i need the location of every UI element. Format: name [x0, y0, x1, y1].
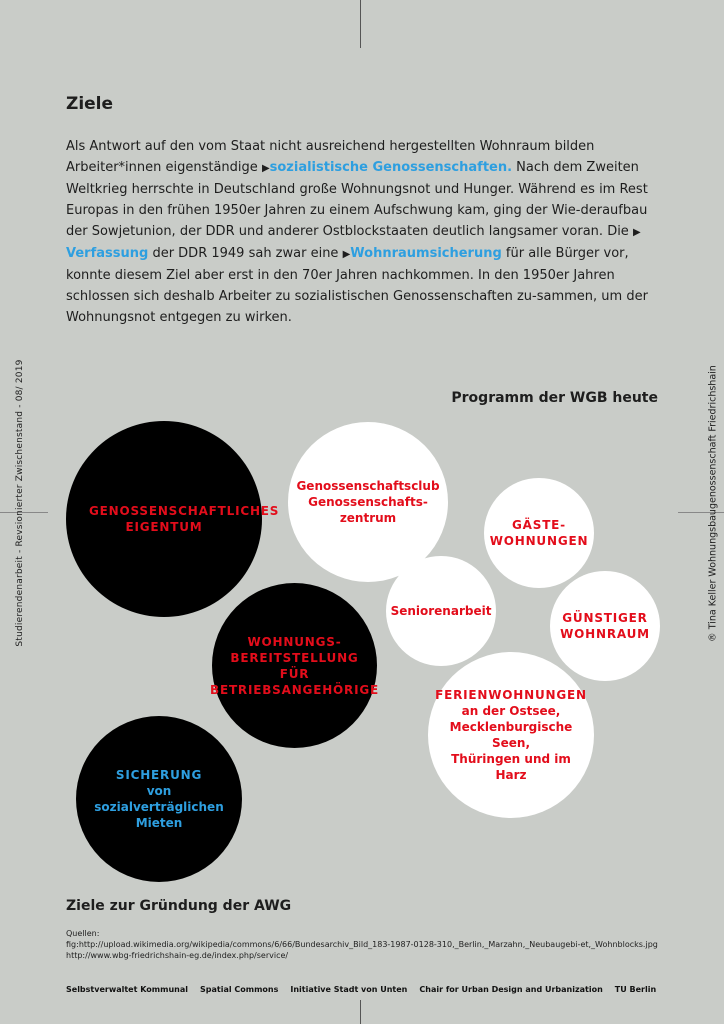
sources	[66, 928, 666, 961]
link-wohnraumsicherung[interactable]: Wohnraumsicherung	[350, 246, 502, 261]
footer-item: TU Berlin	[614, 985, 657, 994]
footer-item: Spatial Commons	[199, 985, 279, 994]
footer-item: Selbstverwaltet Kommunal	[66, 985, 188, 994]
arrow-icon: ▶	[261, 163, 270, 174]
circle-gaestewohnungen	[484, 478, 594, 588]
circle-seniorenarbeit	[386, 556, 496, 666]
side-caption-left: Studierendenarbeit - Revsionierter Zwischenstand - 08/ 2019	[15, 359, 25, 647]
circle-label: WOHNUNGEN	[489, 534, 589, 548]
footer-item: Chair for Urban Design and Urbanization	[419, 985, 603, 994]
intro-text-4: für alle Bürger vor, konnte diesem Ziel aber erst in den 70er Jahren nachkommen. In den 1950er Jahren schlossen sich deshalb Arbeiter zu sozialistischen Genossenschaften zu-sammen, um der Wohnungsnot entgegen zu wirken.	[66, 246, 648, 325]
circle-label: Genossenschafts-	[308, 495, 428, 509]
circle-label: an der Ostsee,	[461, 704, 561, 718]
arrow-icon: ▶	[342, 249, 351, 260]
intro-text-3: der DDR 1949 sah zwar eine	[148, 246, 339, 261]
circle-label: WOHNRAUM	[560, 627, 650, 641]
arrow-icon: ▶	[632, 227, 641, 238]
circle-label: FERIENWOHNUNGEN	[435, 688, 587, 702]
circle-label: zentrum	[339, 511, 397, 525]
page-title: Ziele	[66, 94, 114, 114]
circle-ferienwohnungen	[428, 652, 594, 818]
circle-label: GÄSTE-	[512, 518, 566, 532]
source-link[interactable]: fig:http://upload.wikimedia.org/wikipedia/commons/6/66/Bundesarchiv_Bild_183-1987-0128-310,_Berlin,_Marzahn,_Neubaugebi-et,_Wohnblocks.jpg	[66, 940, 658, 949]
link-verfassung[interactable]: Verfassung	[66, 246, 149, 261]
circle-label: GENOSSENSCHAFTLICHES EIGENTUM	[89, 504, 280, 534]
circle-label: GÜNSTIGER	[562, 611, 648, 625]
circle-label: SICHERUNG	[115, 768, 203, 782]
footer	[66, 985, 656, 994]
side-caption-right: ® Tina Keller Wohnungsbaugenossenschaft Friedrichshain	[707, 365, 719, 642]
circle-wohnungsbereitstellung	[212, 583, 377, 748]
intro-text-1: Als Antwort auf den vom Staat nicht ausreichend hergestellten Wohnraum bilden Arbeiter*innen eigenständige	[66, 139, 595, 175]
circle-label: BETRIEBSANGEHÖRIGE	[210, 682, 379, 697]
circle-label: Mieten	[135, 816, 183, 830]
footer-item: Initiative Stadt von Unten	[290, 985, 408, 994]
awg-title: Ziele zur Gründung der AWG	[66, 898, 292, 914]
crop-mark-top	[360, 0, 361, 48]
link-sozialistische-genossenschaften[interactable]: sozialistische Genossenschaften.	[269, 160, 513, 175]
circle-label: Thüringen und im Harz	[451, 752, 571, 782]
circle-label: Mecklenburgische Seen,	[449, 720, 573, 750]
circle-label: BEREITSTELLUNG FÜR	[230, 650, 359, 681]
circle-label: von sozialverträglichen	[94, 784, 224, 814]
circle-sicherung	[76, 716, 242, 882]
intro-text-2: Nach dem Zweiten Weltkrieg herrschte in Deutschland große Wohnungsnot und Hunger. Während es im Rest Europas in den frühen 1950er Jahren zu einem Aufschwung kam, ging der Wie-deraufbau der Sowjetunion, der DDR und anderer Ostblockstaaten deutlich langsamer voran. Die	[66, 160, 648, 239]
circle-genossenschaftliches-eigentum	[66, 421, 280, 617]
crop-mark-bottom	[360, 1000, 361, 1024]
circle-label: Seniorenarbeit	[390, 604, 492, 618]
program-title: Programm der WGB heute	[451, 390, 658, 406]
circle-guenstiger-wohnraum	[550, 571, 660, 681]
circle-label: Genossenschaftsclub	[296, 479, 440, 493]
intro-paragraph	[66, 136, 666, 328]
sources-label: Quellen:	[66, 929, 100, 938]
circle-label: WOHNUNGS-	[247, 634, 342, 649]
source-link[interactable]: http://www.wbg-friedrichshain-eg.de/index.php/service/	[66, 951, 289, 960]
